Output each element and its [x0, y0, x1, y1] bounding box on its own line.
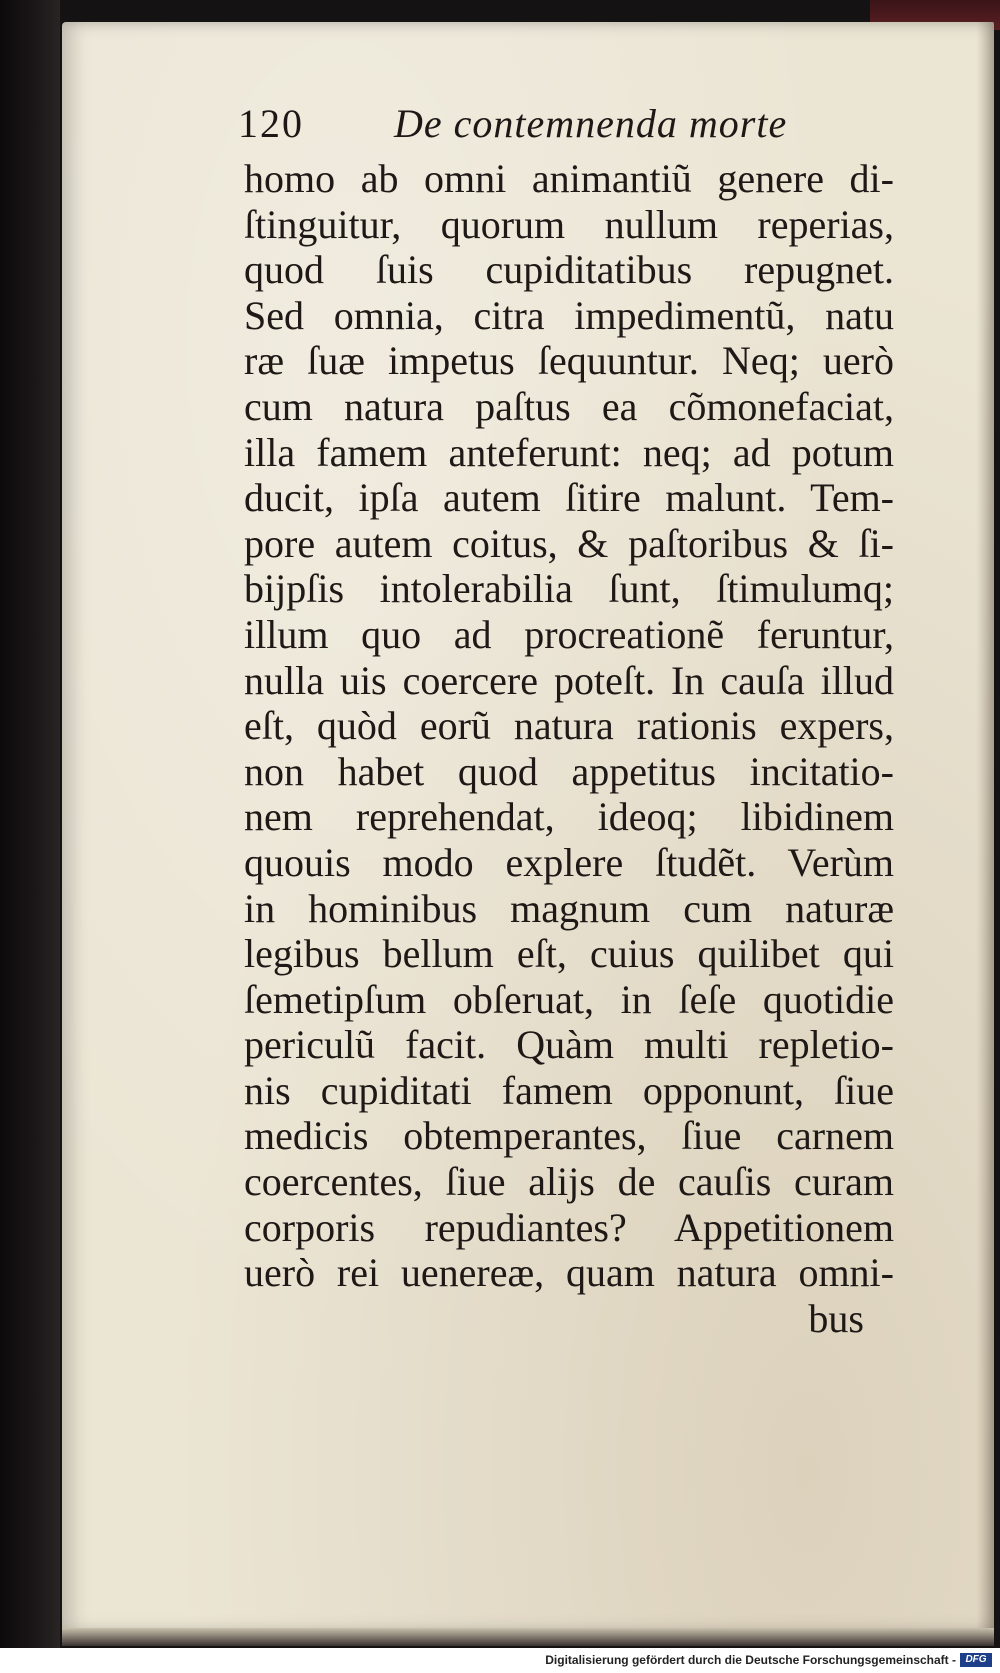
page-bottom-edge — [62, 1628, 994, 1646]
text-line: bijpſis intolerabilia ſunt, ſtimulumq; — [244, 566, 894, 612]
text-line: ſemetipſum obſeruat, in ſeſe quotidie — [244, 976, 894, 1022]
text-line: eſt, quòd eorũ natura rationis expers, — [244, 703, 894, 749]
text-line: nis cupiditati famem opponunt, ſiue — [244, 1067, 894, 1113]
funding-credit: Digitalisierung gefördert durch die Deutsche Forschungsgemeinschaft - — [545, 1653, 956, 1667]
text-line: homo ab omni animantiũ genere di- — [244, 156, 894, 201]
book-spine-edge — [0, 0, 60, 1673]
digitization-footer — [0, 1648, 1000, 1673]
text-line: in hominibus magnum cum naturæ — [244, 885, 894, 931]
text-line: nulla uis coercere poteſt. In cauſa illud — [244, 657, 894, 703]
dfg-logo-icon: DFG — [960, 1653, 992, 1667]
text-line: illa famem anteferunt: neq; ad potum — [244, 429, 894, 475]
text-line: ſtinguitur, quorum nullum reperias, — [244, 201, 894, 247]
text-line: non habet quod appetitus incitatio- — [244, 748, 894, 794]
text-line: legibus bellum eſt, cuius quilibet qui — [244, 931, 894, 977]
page-number: 120 — [238, 101, 304, 146]
text-line: periculũ facit. Quàm multi repletio- — [244, 1022, 894, 1068]
text-line: coercentes, ſiue alijs de cauſis curam — [244, 1159, 894, 1205]
catchword: bus — [808, 1295, 864, 1341]
text-line: medicis obtemperantes, ſiue carnem — [244, 1113, 894, 1159]
running-head — [238, 100, 858, 160]
text-line: quouis modo explere ſtudẽt. Verùm — [244, 839, 894, 885]
running-title: De contemnenda morte — [394, 101, 788, 146]
text-line: ræ ſuæ impetus ſequuntur. Neq; uerò — [244, 338, 894, 384]
text-line: pore autem coitus, & paſtoribus & ſi- — [244, 520, 894, 566]
page-shadow — [976, 22, 994, 1632]
text-line: illum quo ad procreationẽ feruntur, — [244, 611, 894, 657]
text-line: nem reprehendat, ideoq; libidinem — [244, 794, 894, 840]
text-line: cum natura paſtus ea cõmonefaciat, — [244, 383, 894, 429]
text-line: quod ſuis cupiditatibus repugnet. — [244, 247, 894, 293]
text-line: corporis repudiantes? Appetitionem — [244, 1204, 894, 1250]
body-text — [244, 156, 894, 1341]
text-line: ducit, ipſa autem ſitire malunt. Tem- — [244, 475, 894, 521]
text-line: Sed omnia, citra impedimentũ, natu — [244, 292, 894, 338]
text-line: uerò rei uenereæ, quam natura omni- — [244, 1250, 894, 1296]
